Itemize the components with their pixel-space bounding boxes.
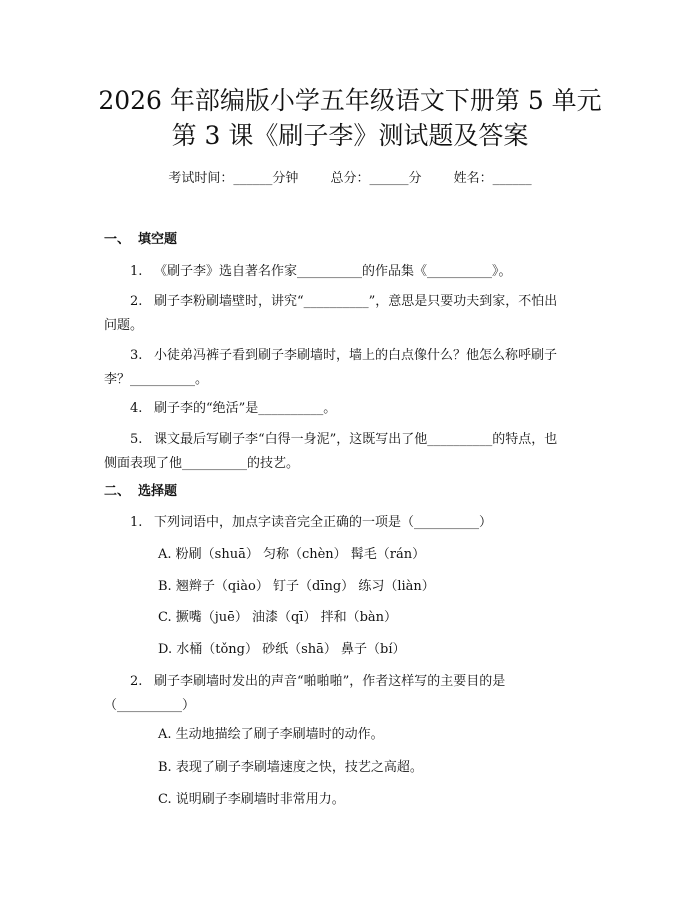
question-2-2 [104, 670, 604, 718]
question-number: 1. [130, 515, 143, 530]
document-title-line-1: 2026 年部编版小学五年级语文下册第 5 单元 [98, 86, 602, 115]
option-2-1-a: A. 粉刷（shuā） 匀称（chèn） 髯毛（rán） [158, 547, 426, 562]
question-text: 刷子李刷墙时发出的声音“啪啪啪”，作者这样写的主要目的是 [154, 674, 506, 689]
question-text-continued: 侧面表现了他__________的技艺。 [104, 456, 300, 471]
question-1-3 [104, 344, 604, 392]
question-number: 5. [130, 432, 143, 447]
option-2-2-b: B. 表现了刷子李刷墙速度之快，技艺之高超。 [158, 760, 423, 775]
question-number: 1. [130, 264, 143, 279]
question-number: 3. [130, 348, 143, 363]
option-2-1-c: C. 撅嘴（juē） 油漆（qī） 拌和（bàn） [158, 610, 398, 625]
question-1-2 [104, 290, 604, 338]
option-2-1-b: B. 翘辫子（qiào） 钉子（dīng） 练习（liàn） [158, 579, 435, 594]
student-name-field: 姓名：______ [453, 171, 532, 186]
question-1-4 [104, 397, 604, 421]
question-text: 小徒弟冯裤子看到刷子李刷墙时，墙上的白点像什么？他怎么称呼刷子 [154, 348, 558, 363]
section-number: 二、 [104, 484, 131, 499]
question-text: 下列词语中，加点字读音完全正确的一项是（__________） [154, 515, 493, 530]
section-fill-blank-title [104, 230, 177, 250]
question-1-5 [104, 428, 604, 476]
section-title-text: 选择题 [138, 484, 178, 499]
option-2-2-c: C. 说明刷子李刷墙时非常用力。 [158, 792, 345, 807]
exam-info [0, 169, 700, 189]
question-number: 2. [130, 674, 143, 689]
question-text-continued: 李？__________。 [104, 372, 209, 387]
option-2-2-a: A. 生动地描绘了刷子李刷墙时的动作。 [158, 727, 384, 742]
document-title-line-2: 第 3 课《刷子李》测试题及答案 [171, 121, 529, 150]
question-text: 《刷子李》选自著名作家__________的作品集《__________》。 [154, 264, 512, 279]
question-text: 课文最后写刷子李“白得一身泥”，这既写出了他__________的特点，也 [154, 432, 558, 447]
section-multiple-choice-title [104, 482, 177, 502]
question-number: 2. [130, 294, 143, 309]
section-title-text: 填空题 [138, 232, 178, 247]
question-text: 刷子李的“绝活”是__________。 [154, 401, 337, 416]
question-1-1 [104, 260, 604, 284]
question-text-continued: （__________） [104, 698, 196, 713]
question-number: 4. [130, 401, 143, 416]
question-2-1 [104, 511, 604, 535]
exam-time-field: 考试时间：______分钟 [168, 171, 299, 186]
question-text-continued: 问题。 [104, 318, 144, 333]
question-text: 刷子李粉刷墙壁时，讲究“__________”，意思是只要功夫到家，不怕出 [154, 294, 558, 309]
total-score-field: 总分：______分 [330, 171, 422, 186]
section-number: 一、 [104, 232, 131, 247]
option-2-1-d: D. 水桶（tǒng） 砂纸（shā） 鼻子（bí） [158, 642, 406, 657]
